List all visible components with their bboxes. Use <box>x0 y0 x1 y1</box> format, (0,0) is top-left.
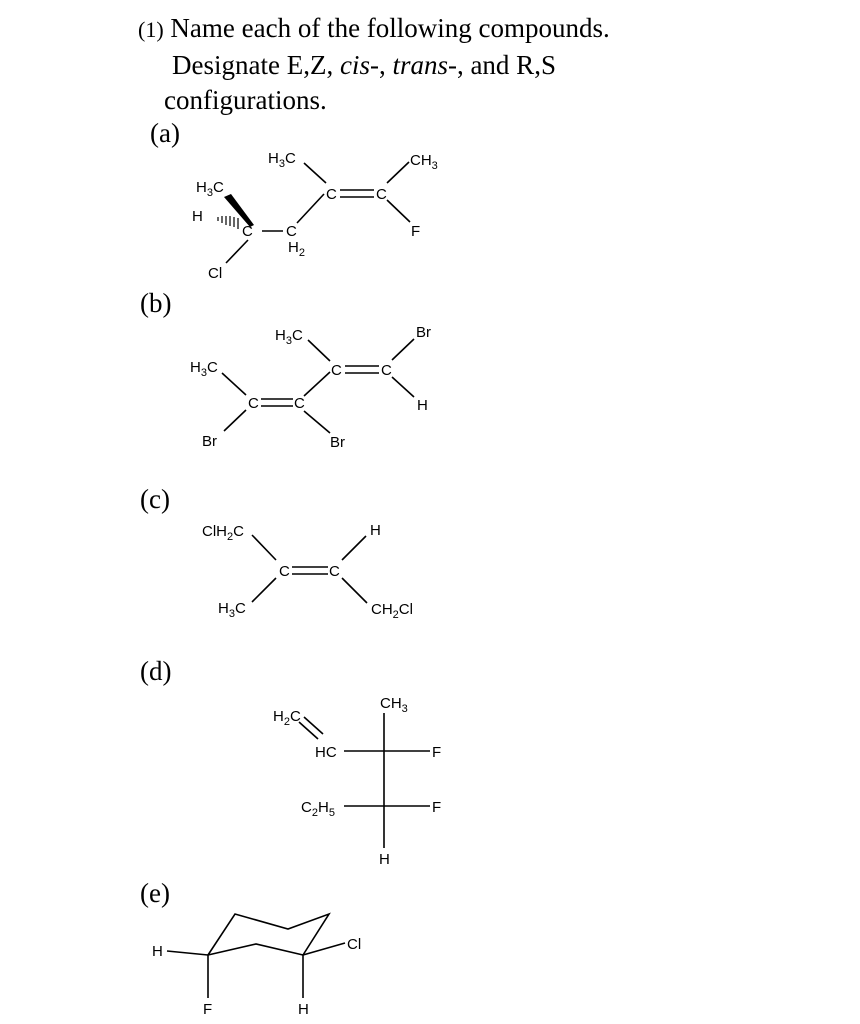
c-c2: C <box>329 563 340 580</box>
part-label-e: (e) <box>140 878 170 908</box>
a-stereocenter-c: C <box>242 223 253 240</box>
structure-e <box>152 914 361 1018</box>
question-text-3: configurations. <box>164 85 327 115</box>
e-bond-h <box>167 951 208 955</box>
structure-b <box>190 324 431 451</box>
structure-d <box>273 695 441 868</box>
d-hc: HC <box>315 744 337 761</box>
c-bond-ch2cl <box>342 578 367 603</box>
b-h3c-top: $H_3C$ <box>275 327 303 347</box>
part-label-a: (a) <box>150 118 180 148</box>
b-br-mid: Br <box>330 434 345 451</box>
cis-term: cis- <box>339 50 379 80</box>
c-ch2cl: $CH_2Cl$ <box>371 601 413 621</box>
bond-c-ch3 <box>387 162 409 183</box>
b-bond-c2-c3 <box>304 372 330 396</box>
c-h: H <box>370 522 381 539</box>
a-ch3: $CH_3$ <box>410 152 438 172</box>
question-text-2c: , and R,S <box>456 50 556 80</box>
b-bond-c4-br <box>392 339 414 360</box>
c-bond-h <box>342 536 366 560</box>
d-h: H <box>379 851 390 868</box>
d-vinyl-double-b <box>304 717 323 734</box>
b-h3c-left: $H_3C$ <box>190 359 218 379</box>
question-number: (1) <box>138 17 164 42</box>
c-clh2c: ClH$_2$C <box>202 523 244 543</box>
b-br-right: Br <box>416 324 431 341</box>
structure-c <box>202 522 413 621</box>
d-ch3: $CH_3$ <box>380 695 408 715</box>
b-bond-h3c-c3 <box>308 340 330 361</box>
c-h3c: $H_3C$ <box>218 600 246 620</box>
b-br-left: Br <box>202 433 217 450</box>
bond-c-cl <box>226 240 248 263</box>
question-text-2b: , <box>378 50 393 80</box>
c-c1: C <box>279 563 290 580</box>
b-h: H <box>417 397 428 414</box>
e-h-bottom: H <box>298 1001 309 1018</box>
d-c2h5: $C_2H_5$ <box>301 799 335 819</box>
hashed-bond <box>218 216 238 229</box>
a-ch2-h2: $H_2$ <box>288 239 305 259</box>
a-h3c-wedge: $H_3C$ <box>196 179 224 199</box>
question-text-2a: Designate E,Z, <box>172 50 340 80</box>
question-text-1: Name each of the following compounds. <box>170 13 610 43</box>
a-c-right: C <box>376 186 387 203</box>
a-h3c-top: $H_3C$ <box>268 150 296 170</box>
b-c3: C <box>331 362 342 379</box>
b-bond-br-c1 <box>224 410 246 431</box>
d-f2: F <box>432 799 442 816</box>
c-bond-h3c <box>252 578 276 602</box>
e-f: F <box>203 1001 213 1018</box>
b-c2: C <box>294 395 305 412</box>
a-f: F <box>411 223 421 240</box>
e-h: H <box>152 943 163 960</box>
bond-c-f <box>387 200 410 222</box>
a-cl: Cl <box>208 265 223 282</box>
c-bond-clh2c <box>252 535 276 560</box>
chair-ring <box>208 914 329 955</box>
b-c4: C <box>381 362 392 379</box>
part-label-b: (b) <box>140 288 172 318</box>
a-h: H <box>192 208 203 225</box>
d-vinyl-double-a <box>299 722 318 739</box>
a-ch2-c: C <box>286 223 297 240</box>
part-label-c: (c) <box>140 484 170 514</box>
b-c1: C <box>248 395 259 412</box>
structure-a <box>192 150 438 282</box>
trans-term: trans- <box>392 50 457 80</box>
part-label-d: (d) <box>140 656 172 686</box>
d-h2c: $H_2C$ <box>273 708 301 728</box>
b-bond-c2-br <box>304 411 330 433</box>
e-cl: Cl <box>347 936 362 953</box>
d-f1: F <box>432 744 442 761</box>
b-bond-h3c-c1 <box>222 373 246 395</box>
b-bond-c4-h <box>392 377 414 397</box>
bond-ch2-c <box>297 194 324 223</box>
bond-h3c-c <box>304 163 326 183</box>
a-c-left: C <box>326 186 337 203</box>
